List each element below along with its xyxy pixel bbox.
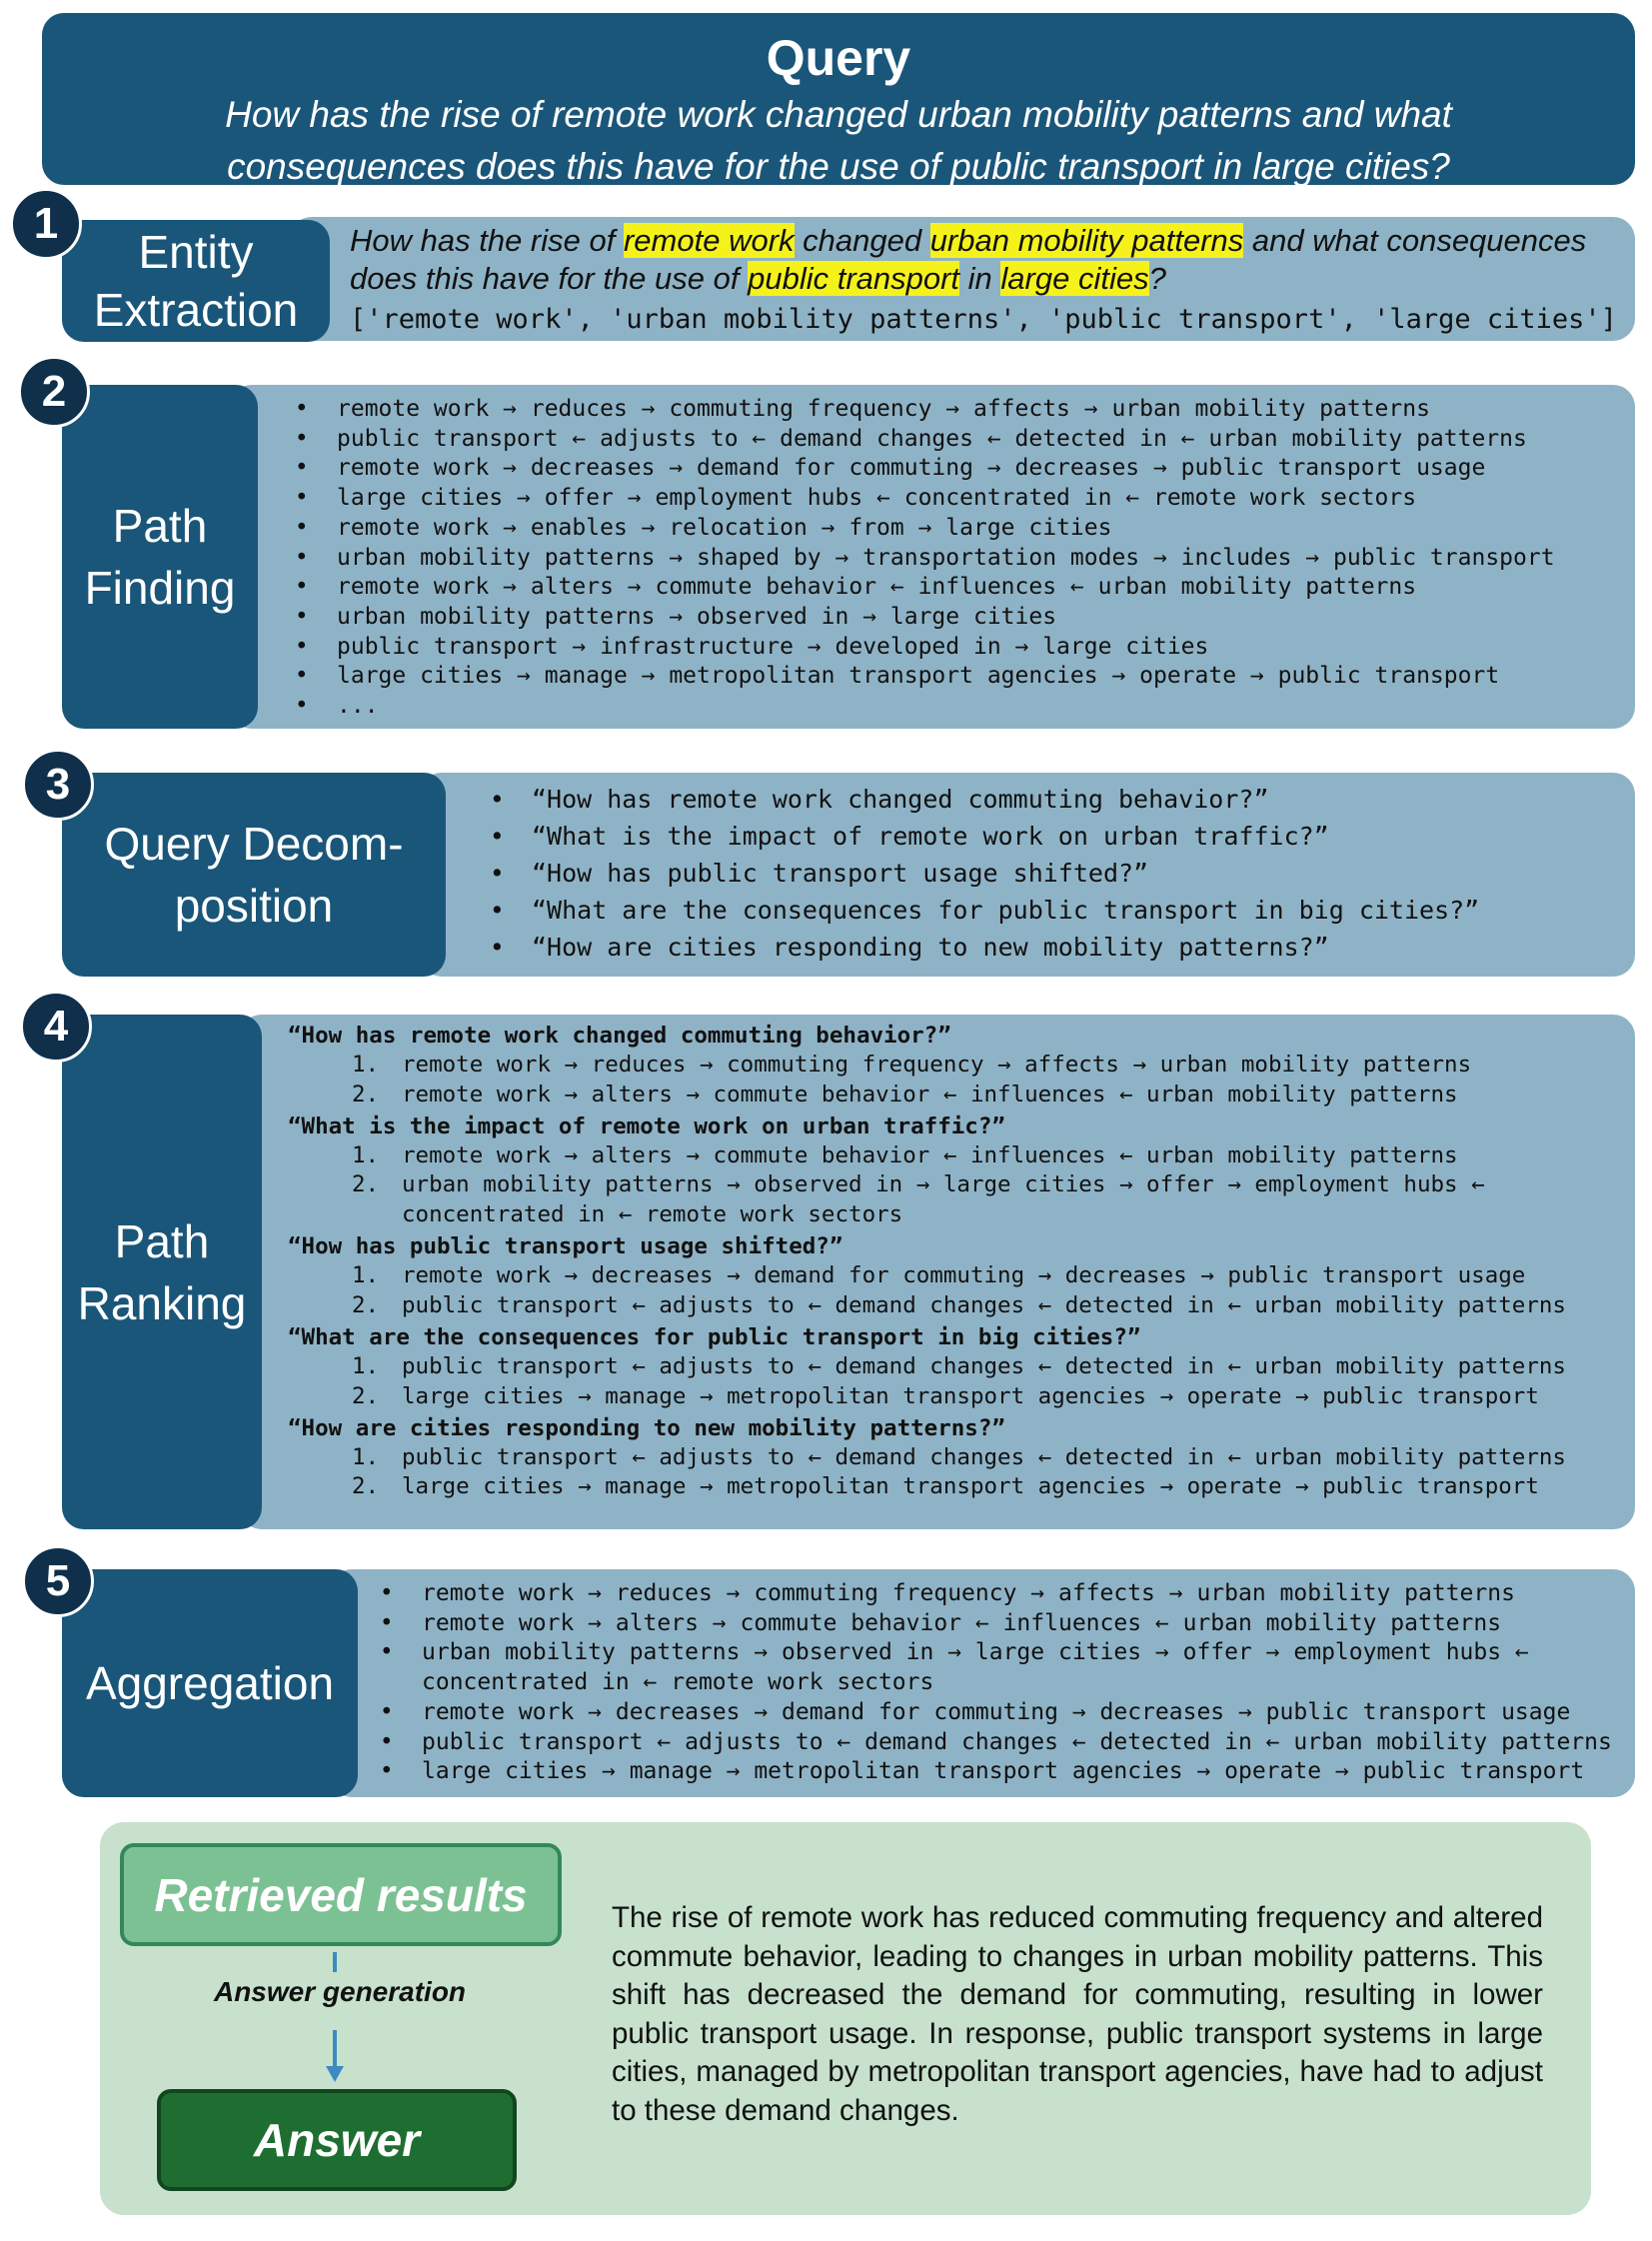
ranked-path: 2. public transport ← adjusts to ← demand changes ← detected in ← urban mobility patterns: [352, 1291, 1566, 1318]
entity-highlight: urban mobility patterns: [929, 223, 1244, 258]
ranked-path: 2. large cities → manage → metropolitan transport agencies → operate → public transport: [352, 1382, 1539, 1409]
query-banner: [42, 13, 1635, 185]
step4-label-box: [62, 1015, 262, 1529]
step2-number: 2: [18, 356, 90, 428]
ranked-path: 2. large cities → manage → metropolitan transport agencies → operate → public transport: [352, 1473, 1539, 1500]
step1-entity-list: ['remote work', 'urban mobility patterns', 'public transport', 'large cities']: [350, 304, 1617, 335]
path-item: • large cities → offer → employment hubs ← concentrated in ← remote work sectors: [295, 484, 1555, 514]
ranked-subquery: “What are the consequences for public transport in big cities?”: [288, 1323, 1141, 1350]
entity-highlight: remote work: [623, 223, 795, 258]
subquery-item: • “How are cities responding to new mobility patterns?”: [490, 929, 1479, 966]
ranked-subquery: “What is the impact of remote work on urban traffic?”: [288, 1113, 1005, 1139]
ranked-path: 1. remote work → reduces → commuting frequency → affects → urban mobility patterns: [352, 1052, 1472, 1079]
step2-path-list: [295, 395, 1555, 722]
step4-ranked-paths: [288, 1022, 1566, 1502]
path-item: • urban mobility patterns → observed in → large cities: [295, 603, 1555, 633]
step5-label: Aggregation: [85, 1657, 335, 1709]
ranked-subquery: “How has remote work changed commuting behavior?”: [288, 1023, 951, 1049]
step5-aggregated-paths: [380, 1579, 1612, 1787]
path-item: • remote work → enables → relocation → from → large cities: [295, 514, 1555, 544]
query-title: Query: [766, 30, 911, 86]
path-item: • remote work → decreases → demand for commuting → decreases → public transport usage: [295, 454, 1555, 484]
ranked-path: 2. urban mobility patterns → observed in → large cities → offer → employment hubs ←: [352, 1171, 1485, 1198]
subquery-item: • “How has remote work changed commuting behavior?”: [490, 781, 1479, 818]
connector-arrow: [320, 1950, 350, 2090]
query-text: How has the rise of remote work changed urban mobility patterns and what consequences does this have for the use of public transport in large cities?: [225, 94, 1452, 187]
step1-label-box: [62, 220, 330, 342]
aggregated-path: • remote work → decreases → demand for commuting → decreases → public transport usage: [380, 1698, 1612, 1728]
aggregated-path: • urban mobility patterns → observed in → large cities → offer → employment hubs ←: [380, 1638, 1612, 1668]
step3-label: Query Decom- position: [104, 818, 404, 932]
step5-number: 5: [22, 1545, 94, 1617]
step3-number: 3: [22, 749, 94, 821]
ranked-path: 1. remote work → alters → commute behavior ← influences ← urban mobility patterns: [352, 1142, 1458, 1169]
retrieved-results-box: Retrieved results: [120, 1843, 562, 1946]
path-item: • public transport ← adjusts to ← demand changes ← detected in ← urban mobility patterns: [295, 425, 1555, 455]
step1-label: Entity Extraction: [93, 226, 299, 336]
subquery-item: • “How has public transport usage shifted?”: [490, 855, 1479, 892]
path-item: • ...: [295, 692, 1555, 722]
ranked-subquery: “How has public transport usage shifted?”: [288, 1233, 843, 1260]
step2-label-box: [62, 385, 258, 729]
path-item: • large cities → manage → metropolitan transport agencies → operate → public transport: [295, 662, 1555, 692]
ranked-path-continuation: concentrated in ← remote work sectors: [402, 1200, 903, 1227]
step5-label-box: [62, 1569, 358, 1797]
path-item: • public transport → infrastructure → developed in → large cities: [295, 633, 1555, 663]
step1-sentence: How has the rise of remote work changed urban mobility patterns and what consequences does this have for the use of public transport in large cities?: [350, 223, 1587, 296]
ranked-path: 2. remote work → alters → commute behavior ← influences ← urban mobility patterns: [352, 1081, 1458, 1108]
aggregated-path: • remote work → reduces → commuting frequency → affects → urban mobility patterns: [380, 1579, 1612, 1609]
subquery-item: • “What is the impact of remote work on urban traffic?”: [490, 818, 1479, 855]
step2-label: Path Finding: [84, 500, 236, 614]
answer-box: Answer: [157, 2089, 517, 2191]
ranked-path: 1. public transport ← adjusts to ← demand changes ← detected in ← urban mobility patterns: [352, 1353, 1566, 1380]
path-item: • remote work → reduces → commuting frequency → affects → urban mobility patterns: [295, 395, 1555, 425]
step3-subquery-list: [490, 781, 1479, 966]
path-item: • remote work → alters → commute behavior ← influences ← urban mobility patterns: [295, 573, 1555, 603]
aggregated-path: • public transport ← adjusts to ← demand changes ← detected in ← urban mobility patterns: [380, 1728, 1612, 1758]
step1-number: 1: [10, 188, 82, 260]
answer-text: The rise of remote work has reduced commuting frequency and altered commute behavior, leading to changes in urban mobility patterns. This shift has decreased the demand for commuting, resulting in lower public transport usage. In response, public transport systems in large cities, managed by metropolitan transport agencies, have had to adjust to these demand changes.: [612, 1901, 1543, 2127]
answer-generation-label: Answer generation: [213, 1976, 467, 2007]
entity-highlight: public transport: [748, 261, 960, 296]
path-item: • urban mobility patterns → shaped by → transportation modes → includes → public transport: [295, 544, 1555, 574]
step4-number: 4: [20, 991, 92, 1063]
aggregated-path-continuation: concentrated in ← remote work sectors: [422, 1669, 934, 1696]
ranked-subquery: “How are cities responding to new mobility patterns?”: [288, 1414, 1005, 1441]
aggregated-path: • remote work → alters → commute behavior ← influences ← urban mobility patterns: [380, 1609, 1612, 1639]
ranked-path: 1. remote work → decreases → demand for commuting → decreases → public transport usage: [352, 1262, 1526, 1289]
step4-label: Path Ranking: [77, 1214, 247, 1329]
step3-label-box: [62, 773, 446, 977]
ranked-path: 1. public transport ← adjusts to ← demand changes ← detected in ← urban mobility patterns: [352, 1444, 1566, 1471]
entity-highlight: large cities: [1000, 261, 1149, 296]
subquery-item: • “What are the consequences for public transport in big cities?”: [490, 892, 1479, 929]
aggregated-path: • large cities → manage → metropolitan transport agencies → operate → public transport: [380, 1757, 1612, 1787]
